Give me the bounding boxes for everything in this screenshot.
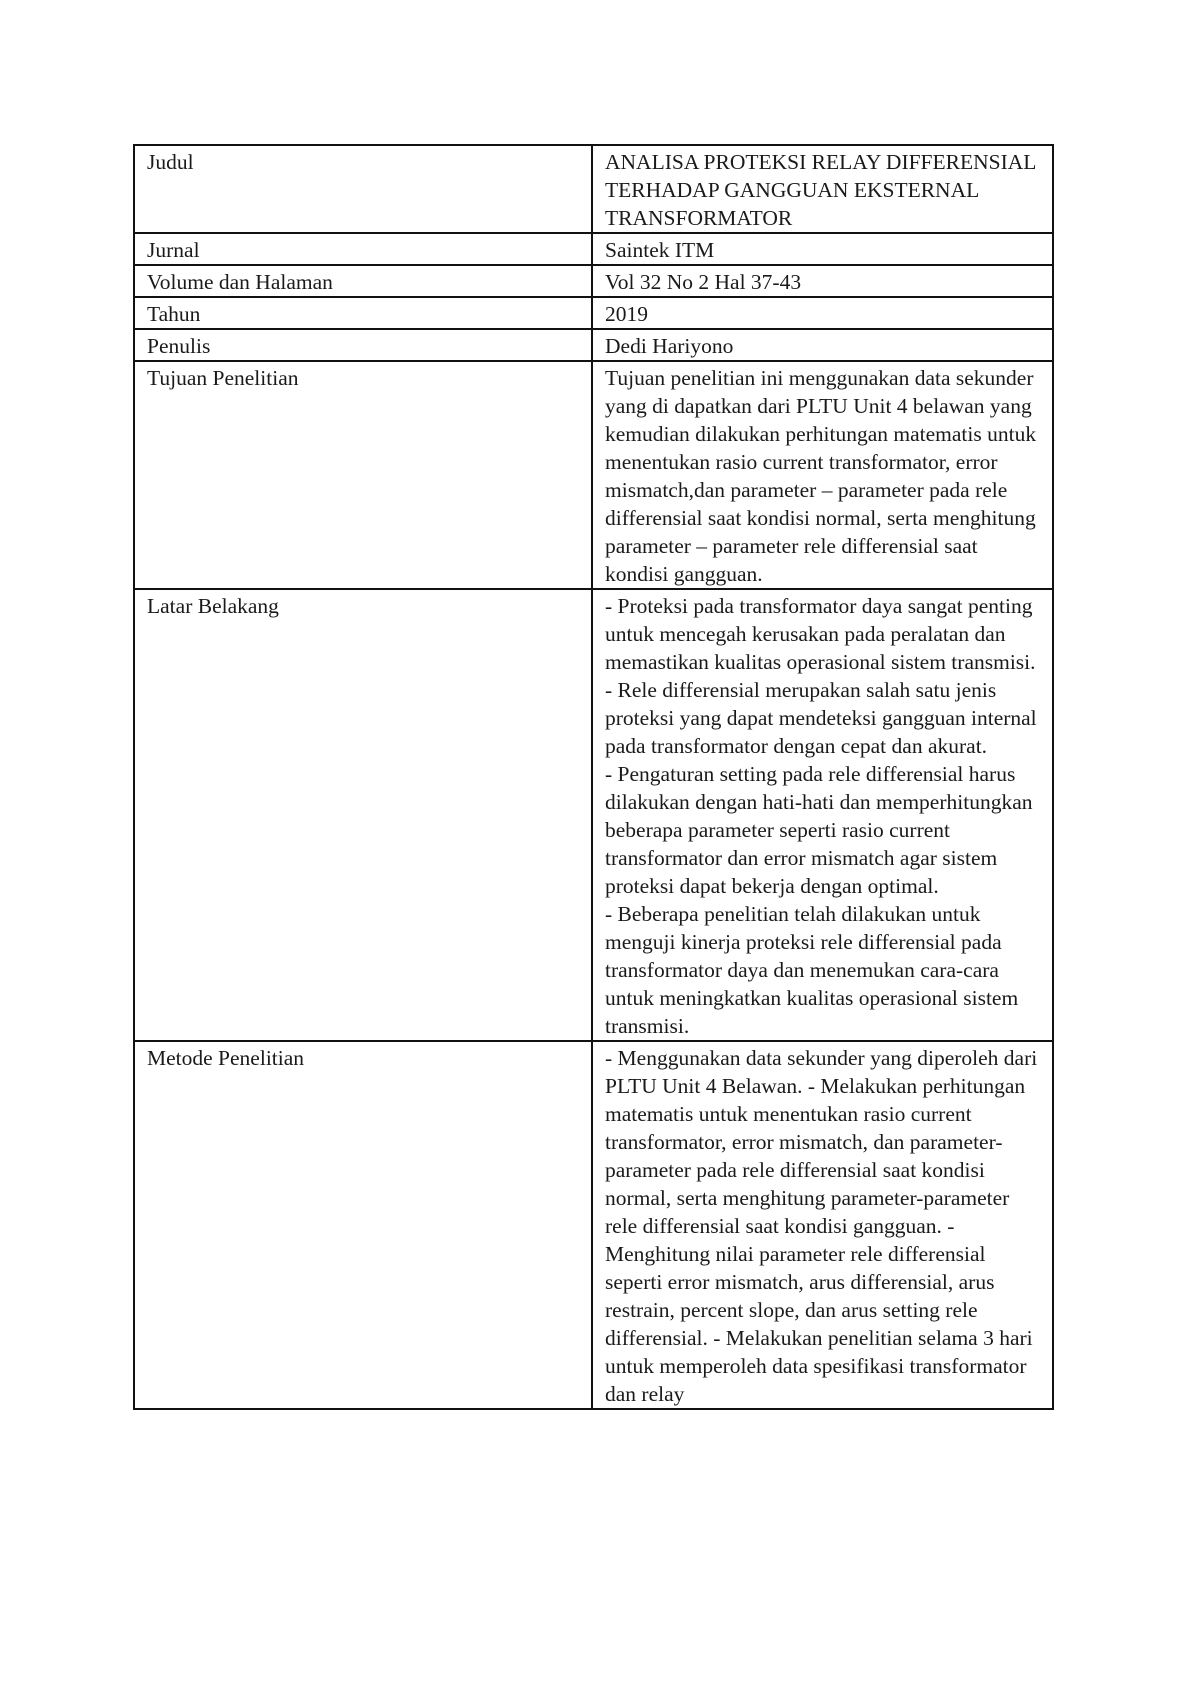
table-row <box>134 329 1053 361</box>
table-row <box>134 233 1053 265</box>
row-label-jurnal: Jurnal <box>134 233 592 265</box>
row-value-volume <box>592 265 1053 297</box>
background-point-2: - Rele differensial merupakan salah satu jenis proteksi yang dapat mendeteksi gangguan internal pada transformator dengan cepat dan akurat. <box>605 678 1037 758</box>
table-row <box>134 361 1053 589</box>
row-label-latar: Latar Belakang <box>134 589 592 1041</box>
year-text: 2019 <box>605 302 648 326</box>
row-value-judul <box>592 145 1053 233</box>
table-row <box>134 1041 1053 1409</box>
table-row <box>134 145 1053 233</box>
row-value-tahun <box>592 297 1053 329</box>
volume-text: Vol 32 No 2 Hal 37-43 <box>605 270 802 294</box>
row-value-metode <box>592 1041 1053 1409</box>
background-point-3: - Pengaturan setting pada rele differensial harus dilakukan dengan hati-hati dan memperhitungkan beberapa parameter seperti rasio current transformator dan error mismatch agar sistem proteksi dapat bekerja dengan optimal. <box>605 762 1033 898</box>
row-label-volume: Volume dan Halaman <box>134 265 592 297</box>
background-point-1: - Proteksi pada transformator daya sangat penting untuk mencegah kerusakan pada peralatan dan memastikan kualitas operasional sistem transmisi. <box>605 594 1036 674</box>
objective-text: Tujuan penelitian ini menggunakan data sekunder yang di dapatkan dari PLTU Unit 4 belawan yang kemudian dilakukan perhitungan matematis untuk menentukan rasio current transformator, error mismatch,dan parameter – parameter pada rele differensial saat kondisi normal, serta menghitung parameter – parameter rele differensial saat kondisi gangguan. <box>605 366 1037 586</box>
author-text: Dedi Hariyono <box>605 334 734 358</box>
method-text: - Menggunakan data sekunder yang diperoleh dari PLTU Unit 4 Belawan. - Melakukan perhitungan matematis untuk menentukan rasio current transformator, error mismatch, dan parameter-parameter pada rele differensial saat kondisi normal, serta menghitung parameter-parameter rele differensial saat kondisi gangguan. - Menghitung nilai parameter rele differensial seperti error mismatch, arus differensial, arus restrain, percent slope, dan arus setting rele differensial. - Melakukan penelitian selama 3 hari untuk memperoleh data spesifikasi transformator dan relay <box>605 1046 1038 1406</box>
table-row <box>134 589 1053 1041</box>
row-value-latar <box>592 589 1053 1041</box>
table-row <box>134 297 1053 329</box>
row-label-penulis: Penulis <box>134 329 592 361</box>
background-point-4: - Beberapa penelitian telah dilakukan untuk menguji kinerja proteksi rele differensial pada transformator daya dan menemukan cara-cara untuk meningkatkan kualitas operasional sistem transmisi. <box>605 902 1019 1038</box>
journal-review-table <box>133 144 1054 1410</box>
row-label-judul: Judul <box>134 145 592 233</box>
journal-text: Saintek ITM <box>605 238 715 262</box>
row-value-tujuan <box>592 361 1053 589</box>
row-label-tujuan: Tujuan Penelitian <box>134 361 592 589</box>
title-text: ANALISA PROTEKSI RELAY DIFFERENSIAL TERHADAP GANGGUAN EKSTERNAL TRANSFORMATOR <box>605 150 1036 230</box>
row-value-jurnal <box>592 233 1053 265</box>
row-label-metode: Metode Penelitian <box>134 1041 592 1409</box>
row-label-tahun: Tahun <box>134 297 592 329</box>
row-value-penulis <box>592 329 1053 361</box>
table-row <box>134 265 1053 297</box>
